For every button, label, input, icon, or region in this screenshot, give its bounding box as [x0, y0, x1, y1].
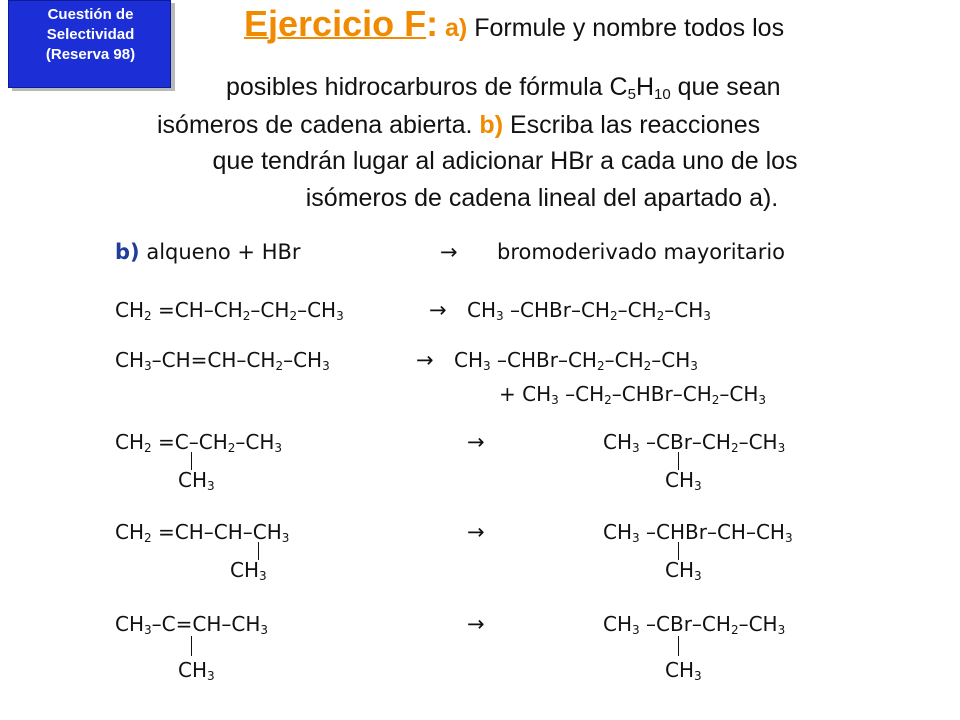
general-left: alqueno + HBr — [146, 240, 301, 264]
formula-text: CH — [665, 468, 695, 492]
formula-subscript: 3 — [207, 479, 215, 493]
formula-text: CH — [603, 520, 633, 544]
formula-subscript: 3 — [144, 359, 152, 373]
formula-subscript: 2 — [730, 623, 739, 637]
formula-subscript: 3 — [322, 359, 330, 373]
title-colon: : — [426, 3, 439, 44]
reaction-3-arrow: → — [467, 430, 485, 454]
general-arrow: → — [440, 240, 458, 264]
exercise-heading-line-2 — [226, 72, 781, 103]
reaction-2-reactant — [115, 348, 330, 372]
heading-line1-text: Formule y nombre todos los — [474, 14, 785, 42]
reaction-2-product — [454, 348, 698, 372]
formula-text: –CBr–CH — [639, 430, 731, 454]
formula-text: –C=CH–CH — [151, 612, 261, 636]
formula-subscript: 3 — [551, 393, 559, 407]
heading-line2-post: que sean — [677, 73, 781, 101]
formula-subscript: 3 — [758, 393, 767, 407]
part-a-label: a) — [445, 14, 468, 42]
reaction-5-reactant-branch — [178, 658, 215, 682]
reaction-1-arrow: → — [429, 298, 447, 322]
formula-text: –CH — [617, 298, 657, 322]
formula-subscript: 3 — [632, 441, 640, 455]
heading-sub-10: 10 — [654, 85, 671, 103]
formula-subscript: 3 — [259, 569, 267, 583]
formula-subscript: 2 — [596, 359, 605, 373]
reaction-5-reactant-bond — [191, 636, 192, 656]
heading-line4: que tendrán lugar al adicionar HBr a cada uno de los — [212, 147, 798, 175]
formula-text: –CH — [738, 430, 778, 454]
formula-subscript: 2 — [242, 309, 251, 323]
reaction-4-product — [603, 520, 793, 544]
formula-text: –CHBr–CH — [490, 348, 597, 372]
formula-text: –CH — [738, 612, 778, 636]
formula-text: + CH — [499, 382, 552, 406]
formula-text: –CH — [250, 298, 290, 322]
reaction-5-product-bond — [678, 636, 679, 656]
formula-subscript: 2 — [730, 441, 739, 455]
formula-subscript: 3 — [694, 669, 702, 683]
formula-subscript: 3 — [281, 531, 290, 545]
formula-subscript: 3 — [690, 359, 698, 373]
formula-subscript: 3 — [274, 441, 283, 455]
general-reaction-left — [115, 240, 301, 264]
formula-subscript: 3 — [144, 623, 152, 637]
formula-text: –CH — [719, 382, 759, 406]
exercise-heading-line-4 — [0, 146, 960, 177]
formula-subscript: 3 — [777, 623, 786, 637]
formula-text: –CH — [604, 348, 644, 372]
formula-text: CH — [665, 658, 695, 682]
formula-subscript: 3 — [483, 359, 491, 373]
reaction-4-product-branch — [665, 558, 702, 582]
exercise-title: Ejercicio F — [244, 3, 427, 44]
formula-text: –CH — [235, 430, 275, 454]
formula-text: CH — [115, 612, 145, 636]
reaction-3-reactant — [115, 430, 282, 454]
badge-line-3: (Reserva 98) — [45, 46, 136, 63]
heading-line2-pre: posibles hidrocarburos de fórmula C — [226, 73, 628, 101]
reaction-5-product-branch — [665, 658, 702, 682]
formula-subscript: 3 — [336, 309, 344, 323]
formula-text: –CHBr–CH — [503, 298, 610, 322]
formula-text: –CH — [651, 348, 691, 372]
formula-subscript: 3 — [207, 669, 215, 683]
formula-subscript: 3 — [784, 531, 793, 545]
formula-subscript: 3 — [777, 441, 786, 455]
heading-line5: isómeros de cadena lineal del apartado a). — [305, 184, 779, 212]
heading-line3-post: Escriba las reacciones — [509, 111, 761, 139]
formula-text: –CBr–CH — [639, 612, 731, 636]
formula-text: –CH — [297, 298, 337, 322]
formula-text: –CHBr–CH–CH — [639, 520, 785, 544]
formula-text: –CH — [558, 382, 605, 406]
formula-subscript: 2 — [289, 309, 298, 323]
formula-subscript: 2 — [144, 309, 152, 323]
formula-text: CH — [603, 612, 633, 636]
formula-subscript: 3 — [260, 623, 269, 637]
formula-text: CH — [115, 298, 145, 322]
formula-subscript: 2 — [609, 309, 618, 323]
reaction-5-reactant — [115, 612, 268, 636]
formula-subscript: 2 — [144, 531, 152, 545]
reaction-5-arrow: → — [467, 612, 485, 636]
formula-subscript: 3 — [632, 531, 640, 545]
formula-text: CH — [115, 520, 145, 544]
general-b-label: b) — [115, 240, 140, 264]
reaction-4-arrow: → — [467, 520, 485, 544]
formula-text: =CH–CH — [151, 298, 243, 322]
formula-subscript: 2 — [275, 359, 284, 373]
badge-line-1: Cuestión de — [47, 6, 134, 23]
reaction-3-product-branch — [665, 468, 702, 492]
formula-text: CH — [603, 430, 633, 454]
badge-box — [8, 0, 171, 88]
formula-text: CH — [454, 348, 484, 372]
formula-subscript: 3 — [694, 569, 702, 583]
formula-subscript: 2 — [656, 309, 665, 323]
formula-text: CH — [115, 348, 145, 372]
formula-text: –CH — [664, 298, 704, 322]
formula-text: CH — [178, 468, 208, 492]
formula-subscript: 3 — [496, 309, 504, 323]
heading-sub-5: 5 — [627, 85, 636, 103]
heading-line3-pre: isómeros de cadena abierta. — [157, 111, 473, 139]
reaction-3-reactant-branch — [178, 468, 215, 492]
badge-line-2: Selectividad — [46, 26, 135, 43]
reaction-4-reactant-branch — [230, 558, 267, 582]
exercise-heading-line-1 — [244, 3, 785, 44]
formula-text: =CH–CH–CH — [151, 520, 282, 544]
reaction-4-reactant — [115, 520, 289, 544]
exercise-heading-line-3 — [157, 110, 760, 141]
reaction-1-reactant — [115, 298, 344, 322]
reaction-2-product-2 — [499, 382, 766, 406]
reaction-2-arrow: → — [416, 348, 434, 372]
formula-text: CH — [665, 558, 695, 582]
formula-text: –CH=CH–CH — [151, 348, 276, 372]
exercise-heading-line-5 — [0, 183, 960, 214]
formula-text: CH — [230, 558, 260, 582]
formula-subscript: 2 — [643, 359, 652, 373]
general-reaction-right: bromoderivado mayoritario — [497, 240, 786, 264]
formula-subscript: 3 — [632, 623, 640, 637]
formula-text: CH — [178, 658, 208, 682]
formula-text: CH — [115, 430, 145, 454]
selectividad-badge — [8, 0, 175, 92]
formula-subscript: 3 — [694, 479, 702, 493]
part-b-label: b) — [479, 111, 504, 139]
formula-subscript: 2 — [227, 441, 236, 455]
formula-text: =C–CH — [151, 430, 228, 454]
formula-text: CH — [467, 298, 497, 322]
formula-subscript: 2 — [144, 441, 152, 455]
reaction-5-product — [603, 612, 785, 636]
formula-text: –CH — [283, 348, 323, 372]
formula-subscript: 3 — [703, 309, 711, 323]
reaction-3-product — [603, 430, 785, 454]
reaction-1-product — [467, 298, 711, 322]
formula-subscript: 2 — [604, 393, 612, 407]
formula-subscript: 2 — [711, 393, 720, 407]
heading-line2-h: H — [635, 73, 654, 101]
formula-text: –CHBr–CH — [611, 382, 712, 406]
